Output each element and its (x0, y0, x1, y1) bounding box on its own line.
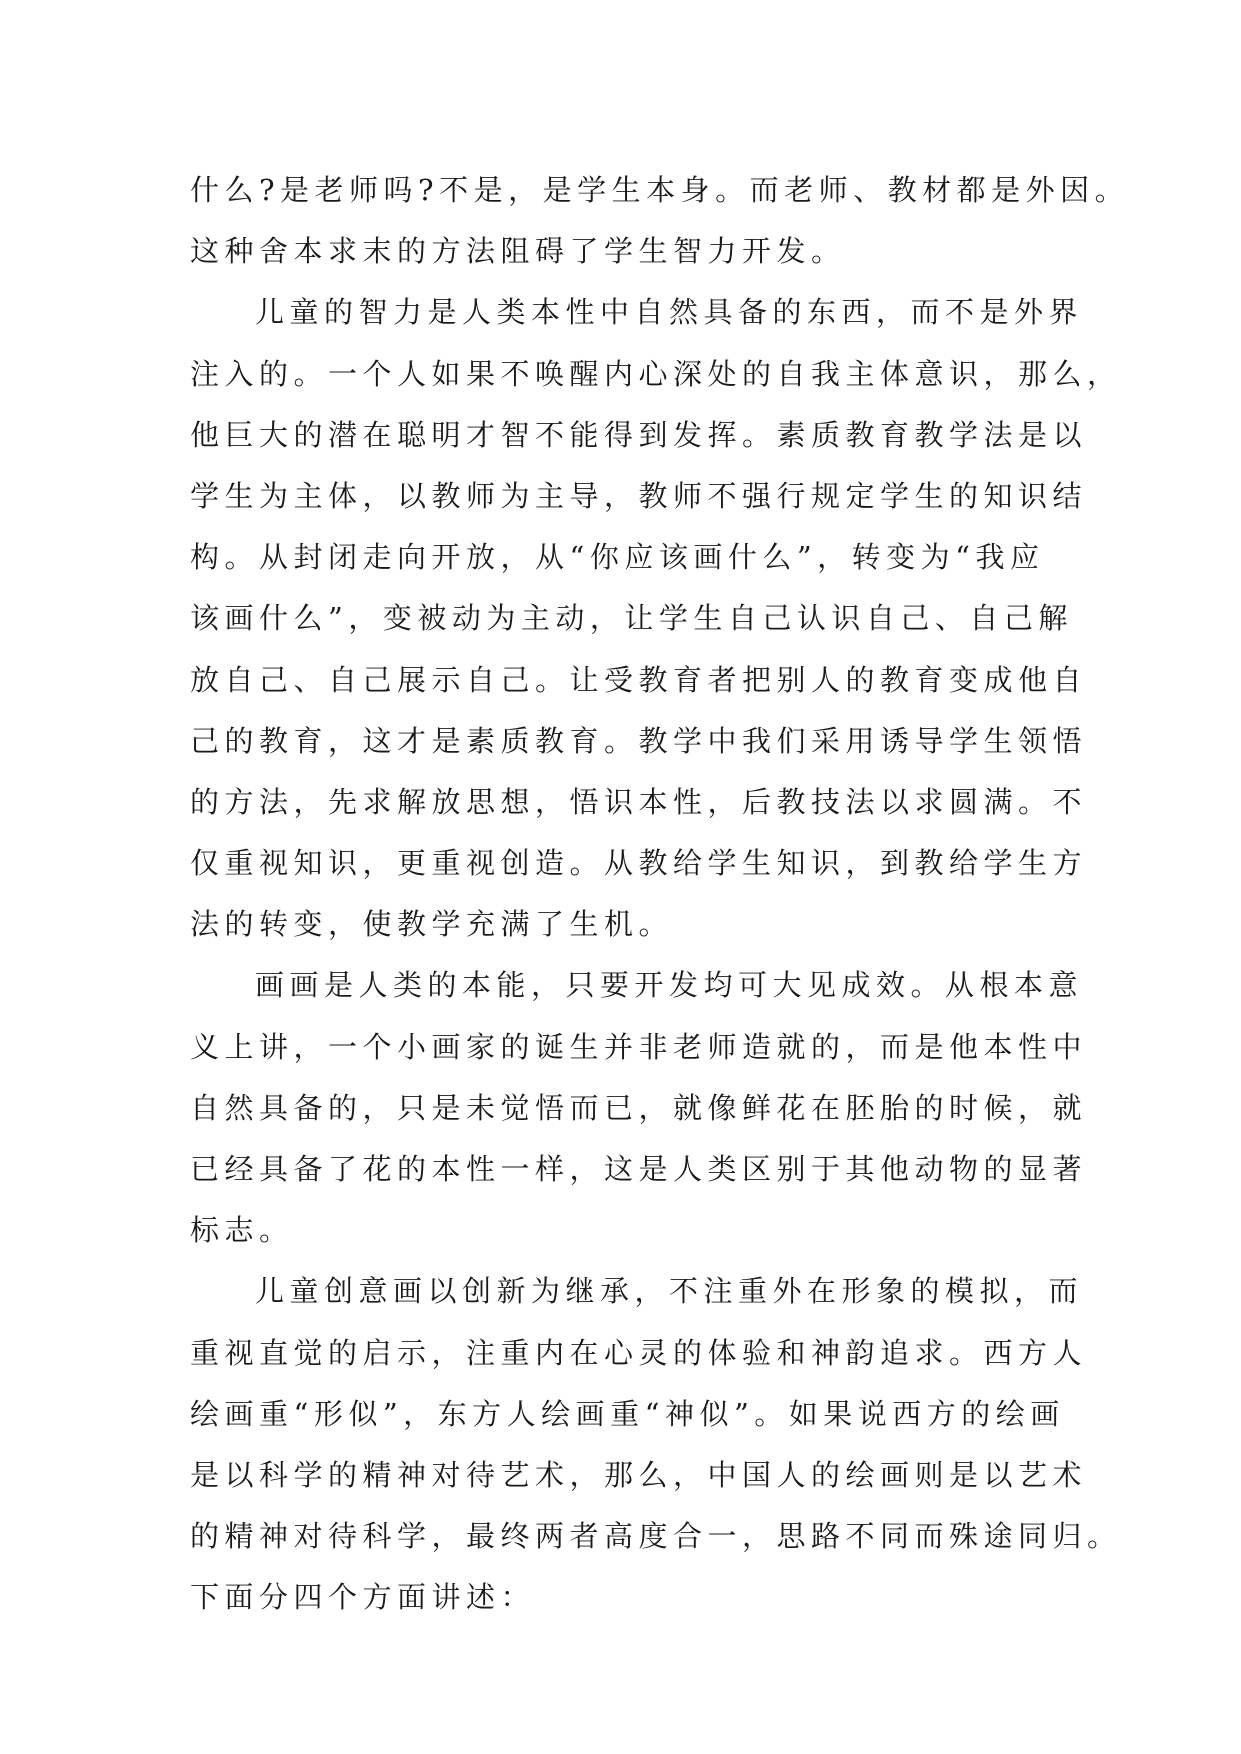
paragraph-start-line: 画画是人类的本能，只要开发均可大见成效。从根本意 (255, 968, 1084, 1003)
text-line: 什么?是老师吗?不是，是学生本身。而老师、教材都是外因。 (190, 173, 1130, 207)
text-line: 重视直觉的启示，注重内在心灵的体验和神韵追求。西方人 (190, 1335, 1088, 1370)
text-line: 构。从封闭走向开放，从“你应该画什么”，转变为“我应 (190, 540, 1045, 575)
text-line: 义上讲，一个小画家的诞生并非老师造就的，而是他本性中 (190, 1029, 1088, 1064)
text-line: 法的转变，使教学充满了生机。 (190, 907, 674, 942)
text-line: 的精神对待科学，最终两者高度合一，思路不同而殊途同归。 (190, 1519, 1122, 1554)
text-line: 的方法，先求解放思想，悟识本性，后教技法以求圆满。不 (190, 784, 1088, 819)
text-line: 该画什么”，变被动为主动，让学生自己认识自己、自己解 (190, 601, 1073, 636)
text-line: 学生为主体，以教师为主导，教师不强行规定学生的知识结 (190, 478, 1088, 513)
text-line: 已经具备了花的本性一样，这是人类区别于其他动物的显著 (190, 1152, 1088, 1186)
text-line: 放自己、自己展示自己。让受教育者把别人的教育变成他自 (190, 662, 1088, 697)
text-line: 他巨大的潜在聪明才智不能得到发挥。素质教育教学法是以 (190, 417, 1088, 452)
text-line: 下面分四个方面讲述： (190, 1580, 536, 1615)
text-line: 己的教育，这才是素质教育。教学中我们采用诱导学生领悟 (190, 723, 1088, 758)
text-line: 是以科学的精神对待艺术，那么，中国人的绘画则是以艺术 (190, 1457, 1088, 1492)
text-line: 仅重视知识，更重视创造。从教给学生知识，到教给学生方 (190, 846, 1088, 881)
text-line: 标志。 (190, 1213, 294, 1248)
text-line: 绘画重“形似”，东方人绘画重“神似”。如果说西方的绘画 (190, 1396, 1065, 1431)
text-line: 注入的。一个人如果不唤醒内心深处的自我主体意识，那么， (190, 356, 1122, 391)
text-line: 这种舍本求末的方法阻碍了学生智力开发。 (190, 234, 846, 269)
paragraph-start-line: 儿童的智力是人类本性中自然具备的东西，而不是外界 (255, 295, 1084, 330)
text-line: 自然具备的，只是未觉悟而已，就像鲜花在胚胎的时候，就 (190, 1090, 1088, 1125)
paragraph-start-line: 儿童创意画以创新为继承，不注重外在形象的模拟，而 (255, 1274, 1084, 1309)
body-text (190, 160, 1130, 1629)
